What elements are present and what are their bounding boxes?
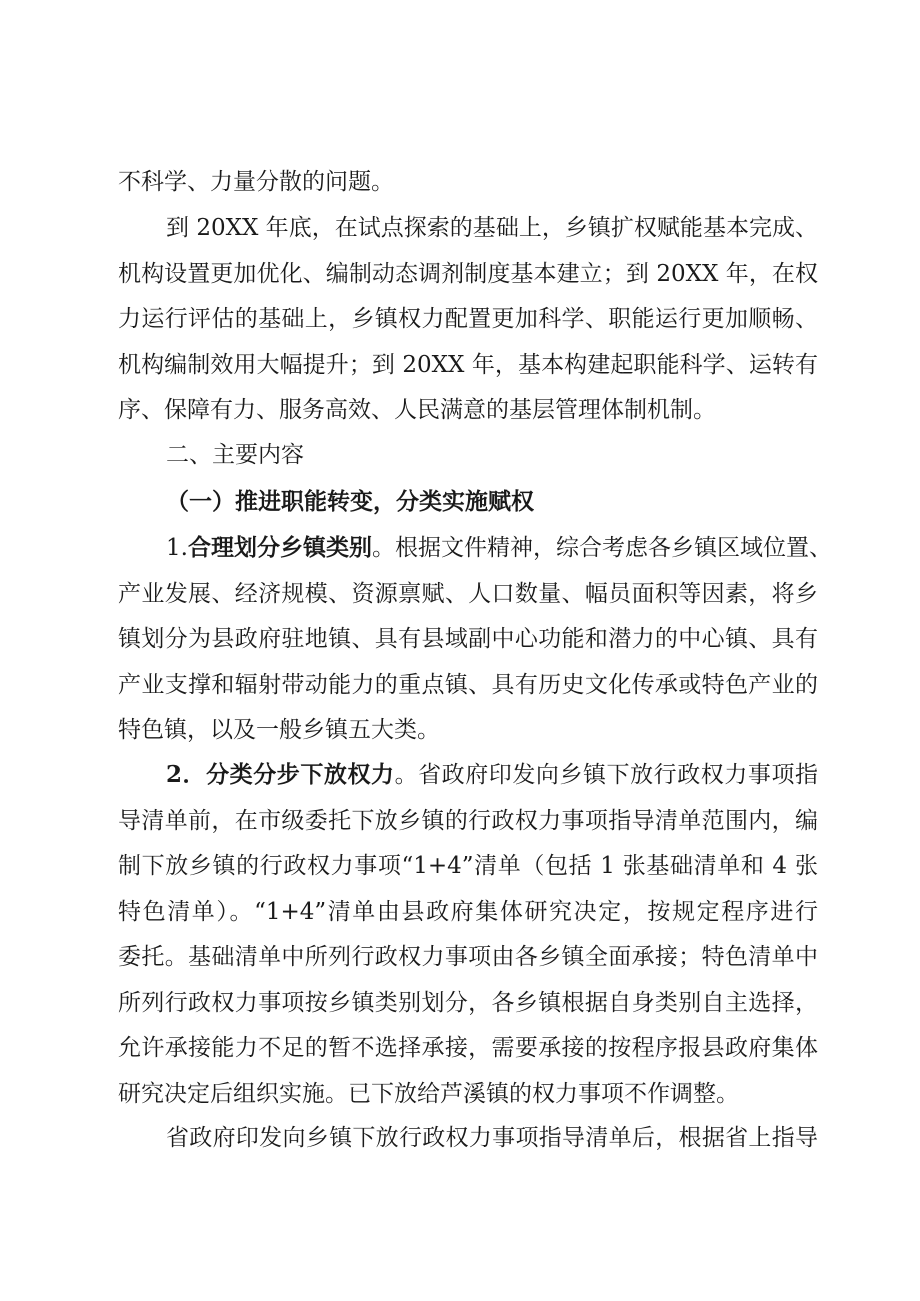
paragraph-targets: [118, 206, 818, 434]
text-line: 机构设置更加优化、编制动态调剂制度基本建立；到 20XX 年，在权: [118, 260, 818, 287]
item-title: 2．分类分步下放权力: [166, 761, 395, 788]
text-line: 研究决定后组织实施。已下放给芦溪镇的权力事项不作调整。: [118, 1080, 739, 1107]
text-line: 特色镇，以及一般乡镇五大类。: [118, 717, 440, 743]
text-line: 制下放乡镇的行政权力事项“1+4”清单（包括 1 张基础清单和 4 张: [118, 853, 818, 879]
paragraph-after-list: [118, 1116, 818, 1162]
text-run: 。省政府印发向乡镇下放行政权力事项指: [394, 762, 818, 788]
text-line: [118, 752, 818, 799]
text-line: 机构编制效用大幅提升；到 20XX 年，基本构建起职能科学、运转有: [118, 351, 818, 378]
text-line: [118, 525, 832, 572]
paragraph-continuation: [118, 160, 818, 206]
paragraph-power-delegation: [118, 752, 818, 1117]
text-line: 产业发展、经济规模、资源禀赋、人口数量、幅员面积等因素，将乡: [118, 580, 818, 607]
text-line: 产业支撑和辐射带动能力的重点镇、具有历史文化传承或特色产业的: [118, 671, 818, 698]
text-line: 特色清单）。“1+4”清单由县政府集体研究决定，按规定程序进行: [118, 898, 818, 925]
text-run: 。根据文件精神，综合考虑各乡镇区域位置、: [371, 535, 832, 561]
text-line: 力运行评估的基础上，乡镇权力配置更加科学、职能运行更加顺畅、: [118, 306, 818, 332]
text-line: 不科学、力量分散的问题。: [118, 169, 394, 195]
text-line: 省政府印发向乡镇下放行政权力事项指导清单后，根据省上指导: [166, 1125, 818, 1151]
text-line: 委托。基础清单中所列行政权力事项由各乡镇全面承接；特色清单中: [118, 944, 818, 970]
paragraph-town-categories: [118, 525, 832, 754]
item-title: 合理划分乡镇类别: [187, 534, 372, 561]
text-line: 所列行政权力事项按乡镇类别划分，各乡镇根据自身类别自主选择，: [118, 989, 818, 1016]
text-line: 镇划分为县政府驻地镇、具有县域副中心功能和潜力的中心镇、具有: [118, 626, 818, 652]
text-line: 允许承接能力不足的暂不选择承接，需要承接的按程序报县政府集体: [118, 1035, 818, 1061]
text-line: 序、保障有力、服务高效、人民满意的基层管理体制机制。: [118, 397, 716, 423]
subsection-heading: （一）推进职能转变，分类实施赋权: [166, 488, 534, 515]
text-line: 导清单前，在市级委托下放乡镇的行政权力事项指导清单范围内，编: [118, 807, 818, 834]
item-number: 1.: [166, 535, 188, 561]
section-heading: 二、主要内容: [166, 442, 304, 468]
text-line: 到 20XX 年底，在试点探索的基础上，乡镇扩权赋能基本完成、: [166, 215, 818, 241]
